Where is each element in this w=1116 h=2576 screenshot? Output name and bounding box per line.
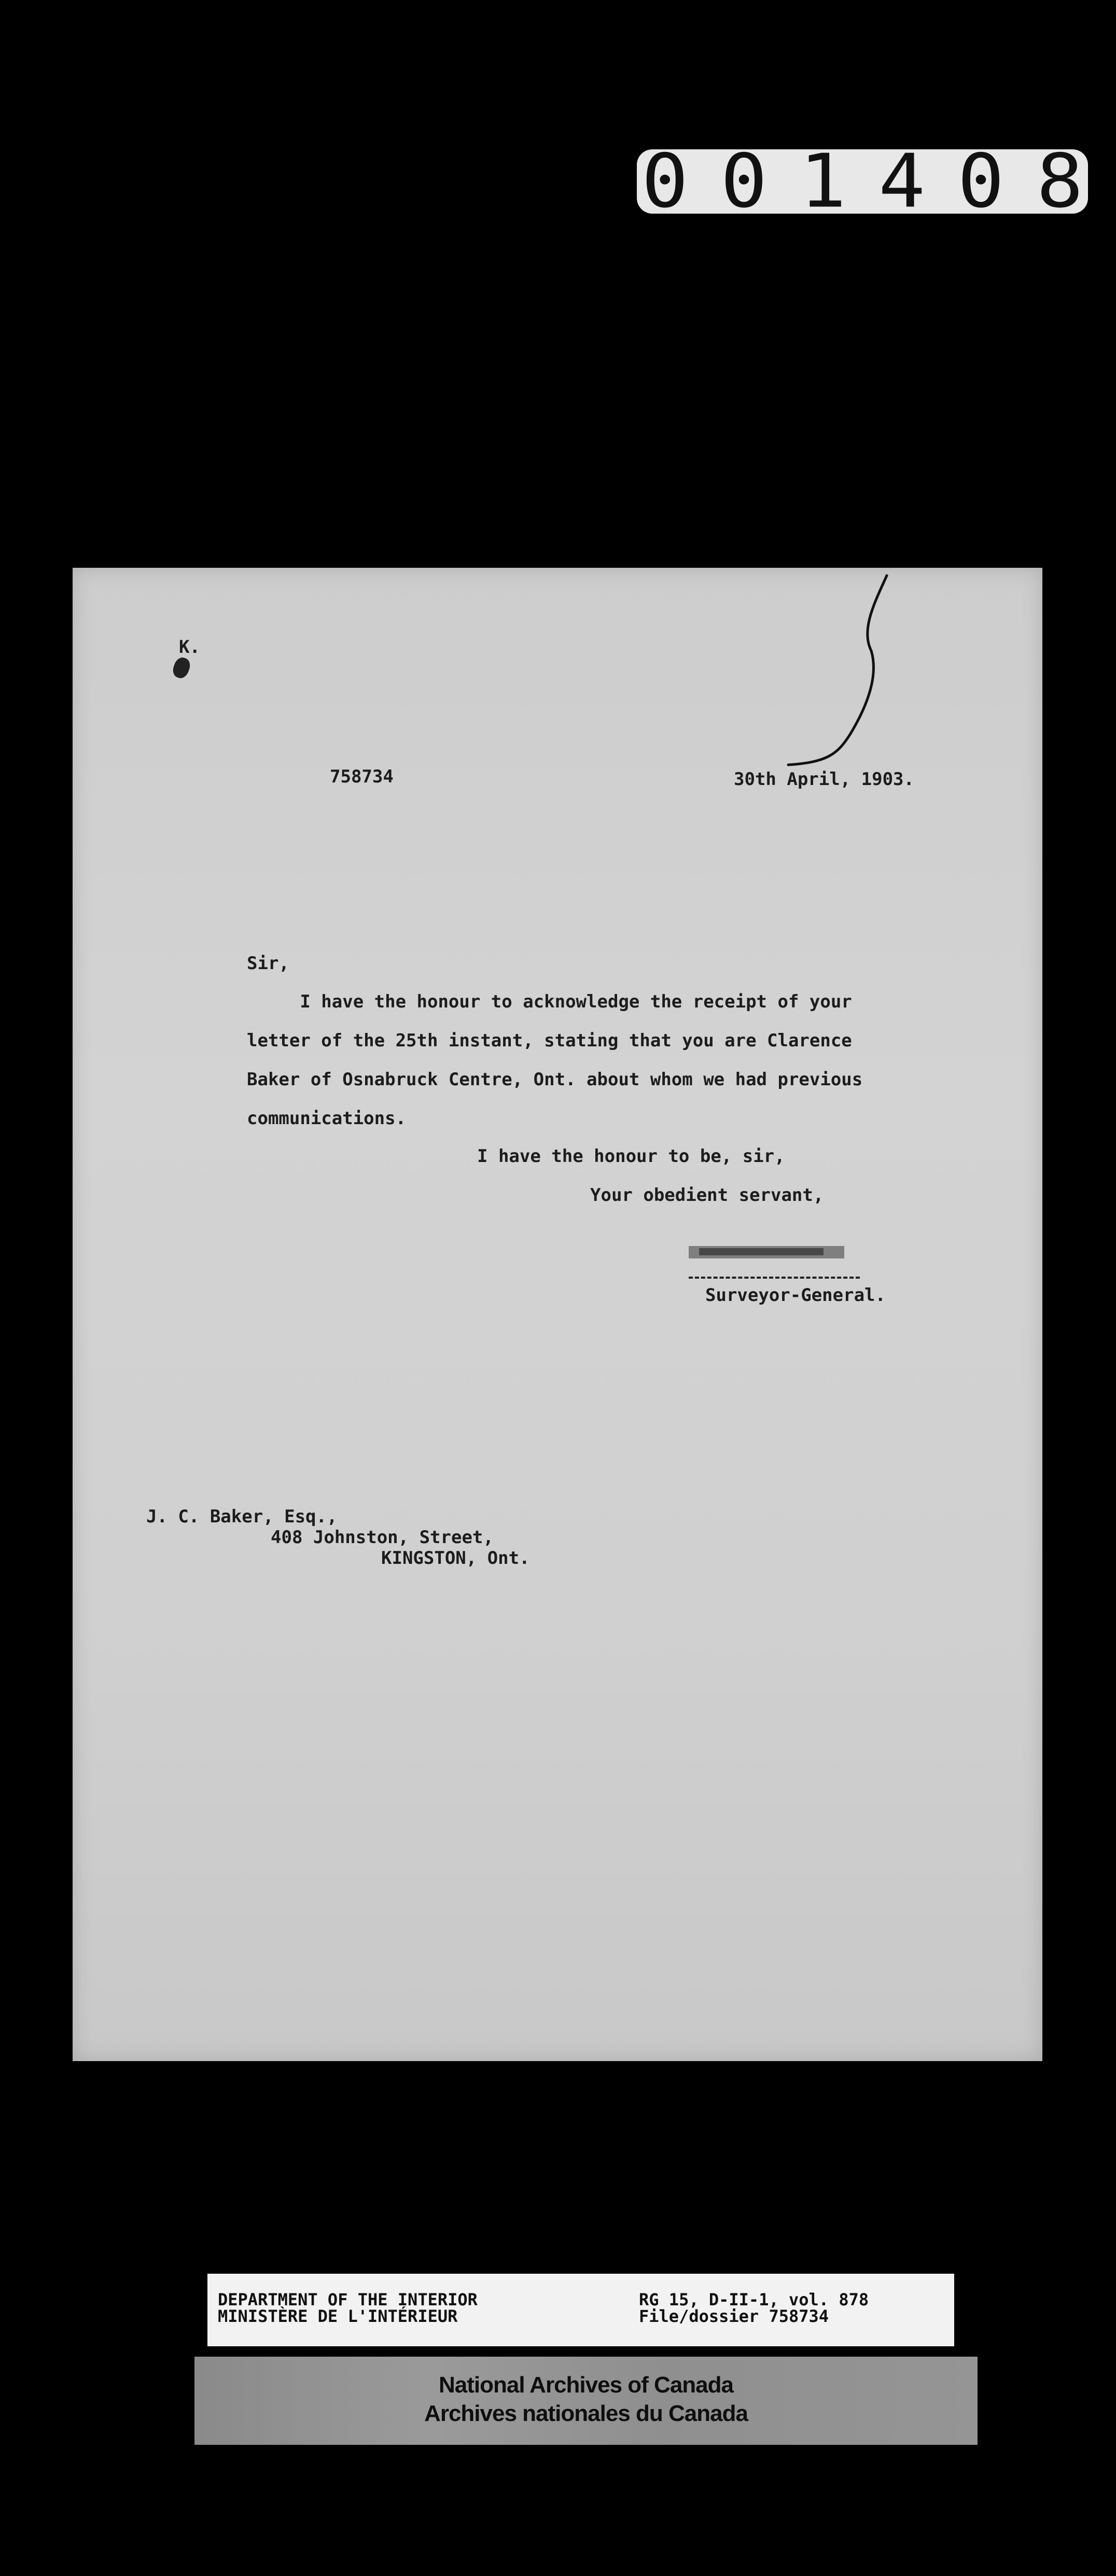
department-en: DEPARTMENT OF THE INTERIOR xyxy=(218,2290,478,2309)
archive-name-fr: Archives nationales du Canada xyxy=(424,2401,748,2426)
body-line: communications. xyxy=(247,1108,407,1129)
signature-mark xyxy=(689,1242,844,1262)
recipient-street: 408 Johnston, Street, xyxy=(271,1527,494,1548)
file-number: 758734 xyxy=(330,766,394,787)
frame-counter xyxy=(637,138,1115,225)
body-line: I have the honour to acknowledge the receipt of your xyxy=(247,991,852,1012)
closing-line: I have the honour to be, sir, xyxy=(477,1146,785,1167)
frame-number: 001408 xyxy=(641,138,1115,225)
pen-stroke-mark xyxy=(778,573,913,780)
recipient-city: KINGSTON, Ont. xyxy=(381,1548,530,1569)
archive-banner xyxy=(194,2357,978,2445)
salutation: Sir, xyxy=(247,953,289,974)
recipient-name: J. C. Baker, Esq., xyxy=(146,1506,338,1527)
archive-file: File/dossier 758734 xyxy=(639,2306,829,2326)
signatory-title: Surveyor-General. xyxy=(705,1285,886,1306)
closing-line: Your obedient servant, xyxy=(590,1185,824,1206)
signature-rule xyxy=(689,1277,860,1279)
archive-reference: RG 15, D-II-1, vol. 878 xyxy=(639,2290,869,2309)
archive-name-en: National Archives of Canada xyxy=(439,2372,733,2398)
letter-page xyxy=(73,568,1042,2061)
initial-mark: K. xyxy=(179,637,200,657)
archive-reference-label xyxy=(207,2274,954,2346)
department-fr: MINISTÈRE DE L'INTÉRIEUR xyxy=(218,2306,458,2326)
body-line: letter of the 25th instant, stating that you are Clarence xyxy=(247,1030,852,1051)
body-line: Baker of Osnabruck Centre, Ont. about whom we had previous xyxy=(247,1069,863,1090)
letter-date: 30th April, 1903. xyxy=(734,769,914,790)
